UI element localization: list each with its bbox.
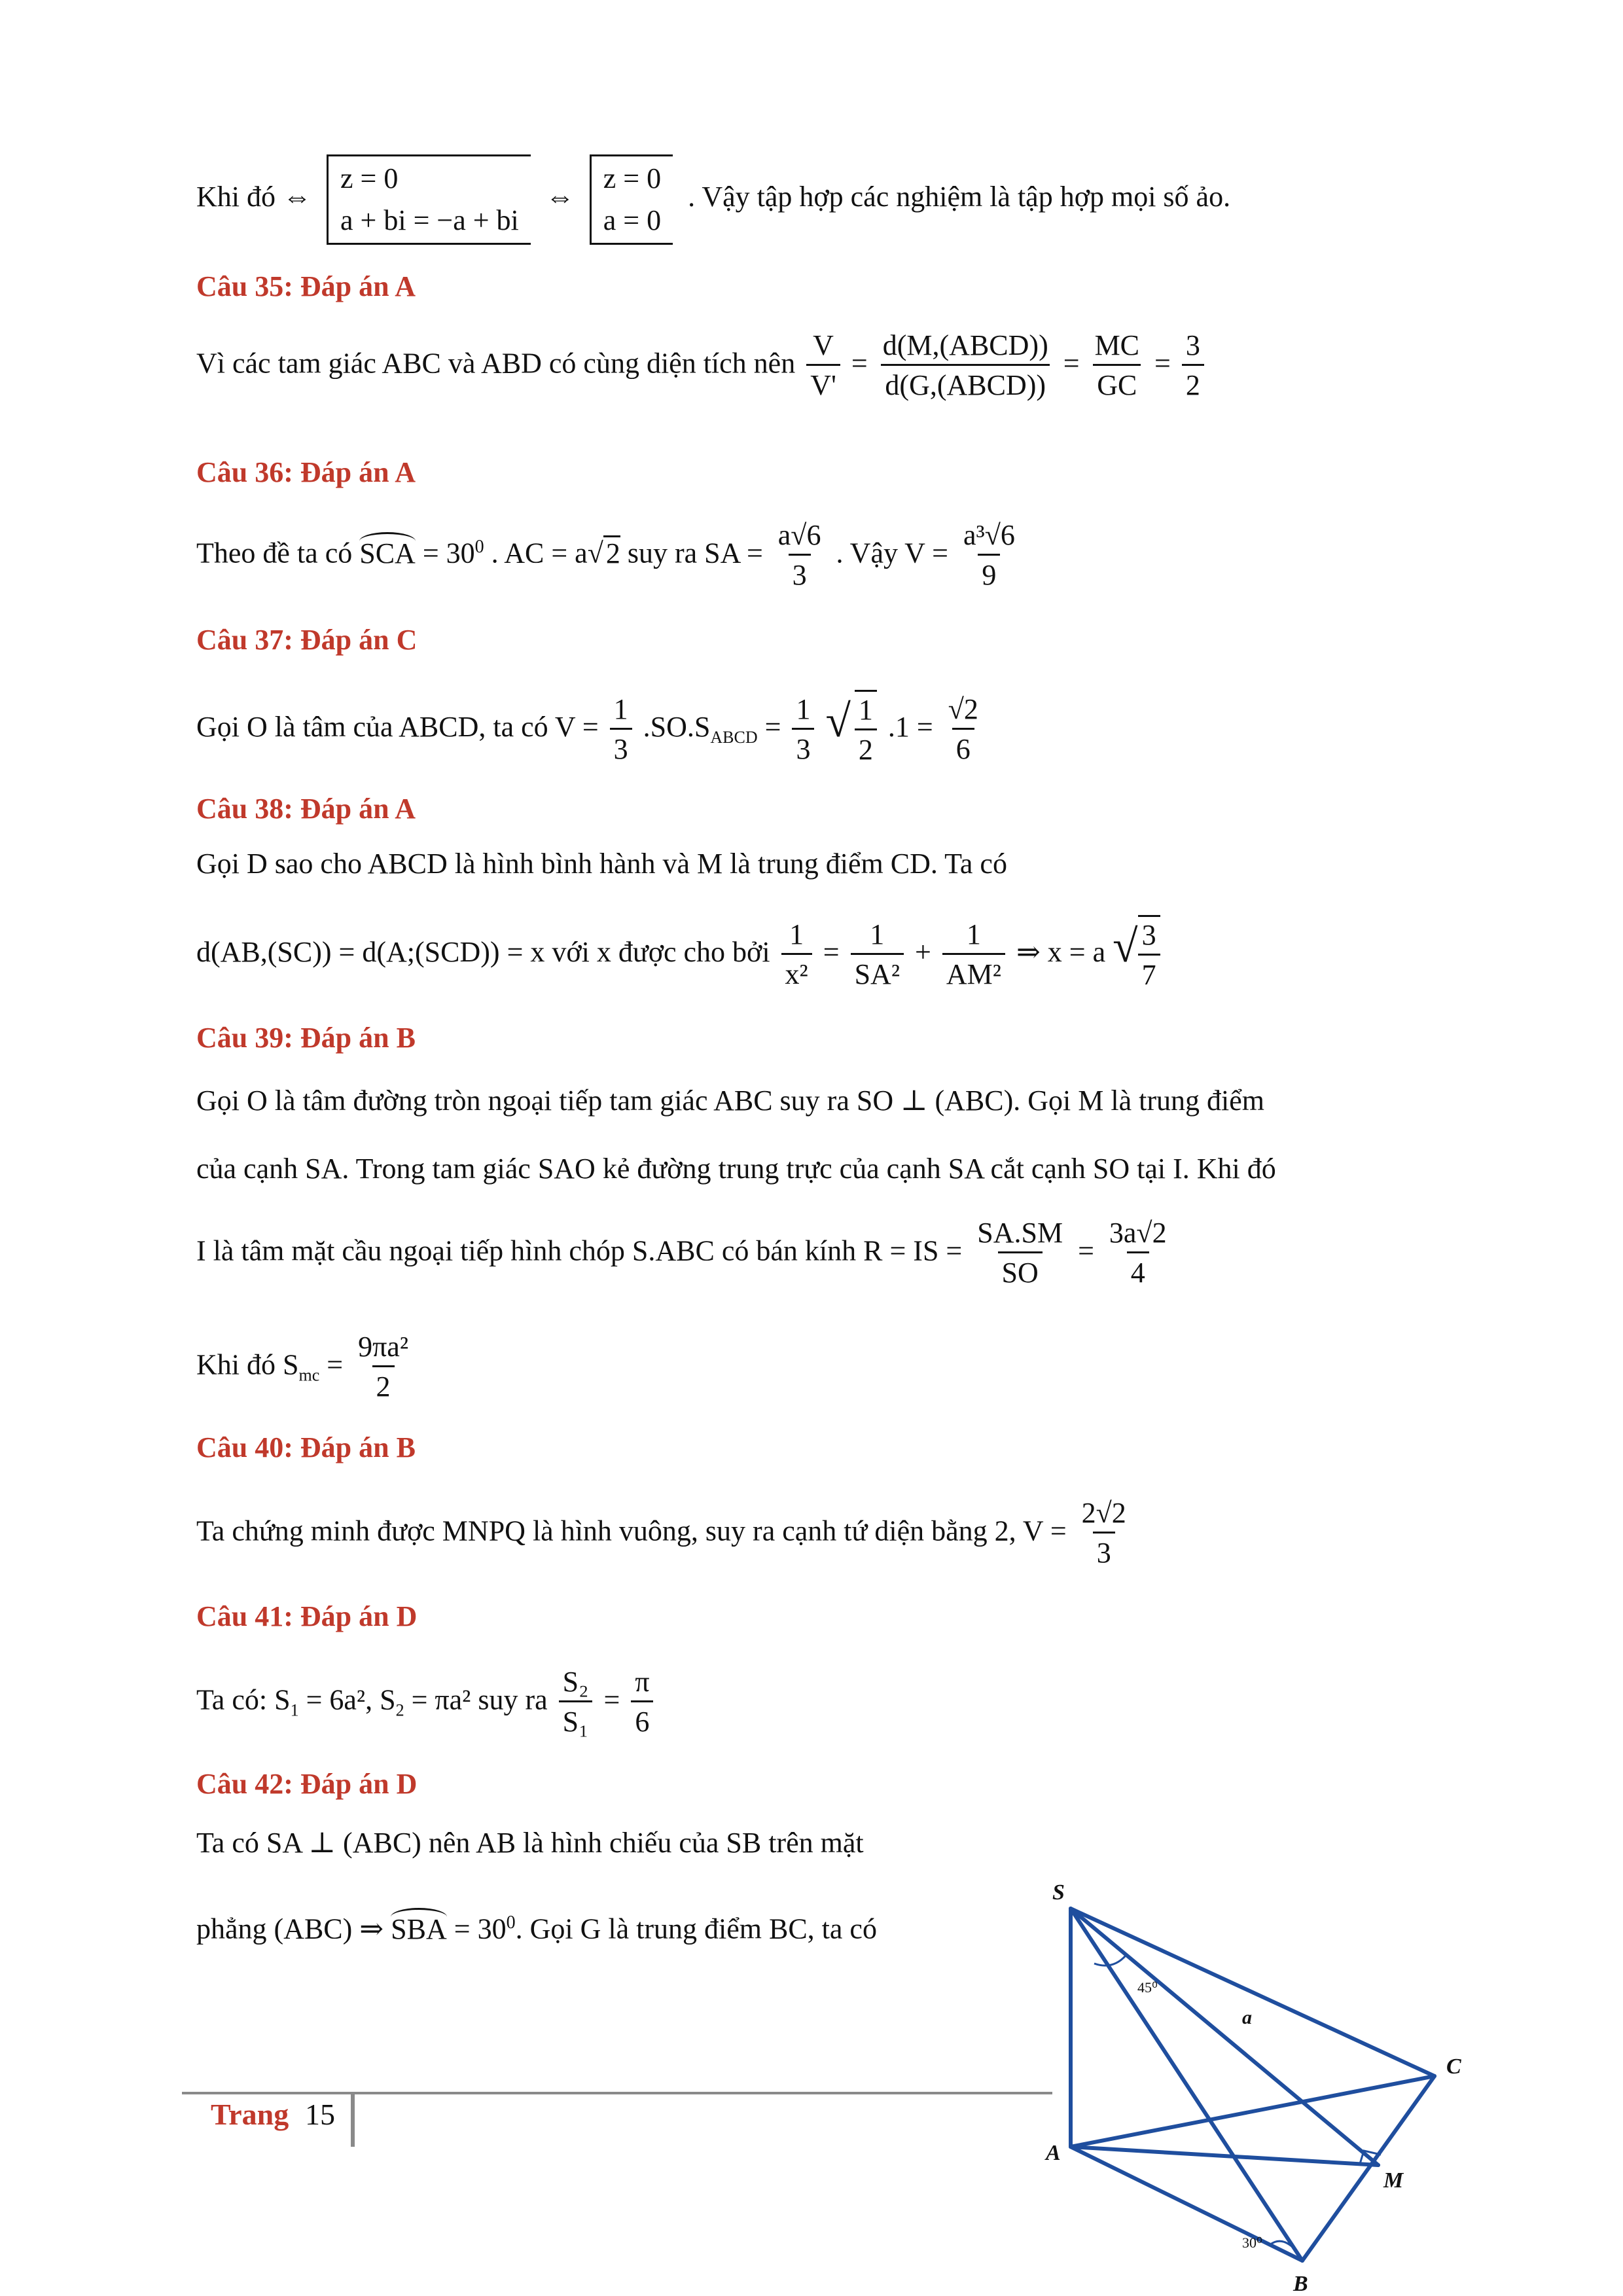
line-cau-39-3: I là tâm mặt cầu ngoại tiếp hình chóp S.ABC có bán kính R = IS = $\frac{SA.SM}{SO}$ = $\frac{3a√2}{4}$ bbox=[196, 1215, 1175, 1293]
fraction: $\frac{1}{\text{x²}}$ bbox=[781, 916, 812, 994]
label-edge-a: a bbox=[1242, 2007, 1252, 2028]
fraction: $\frac{\text{a³√6}}{9}$ bbox=[959, 517, 1019, 595]
edge-ab bbox=[1071, 2147, 1302, 2261]
label-b: B bbox=[1293, 2272, 1308, 2296]
line-cau-42-2: phẳng (ABC) ⇒ SBA = $30^0$. Gọi G là trung điểm BC, ta có bbox=[196, 1905, 877, 1948]
line-cau-37: Gọi O là tâm của ABCD, ta có V = $\frac{1}{3}$ $.SO.S_{ABCD}$ = $\frac{1}{3}$ √ $\frac{1}{2}$ .1 = $\frac{√2}{6}$ bbox=[196, 690, 986, 770]
heading-cau-35: Câu 35: Đáp án A bbox=[196, 270, 416, 302]
fraction: $\frac{\text{9πa²}}{2}$ bbox=[354, 1329, 412, 1407]
page-label: Trang bbox=[211, 2098, 289, 2131]
fraction: $\frac{\pi}{6}$ bbox=[631, 1664, 653, 1742]
label-m: M bbox=[1383, 2168, 1404, 2193]
heading-cau-39: Câu 39: Đáp án B bbox=[196, 1022, 416, 1054]
line-cau-39-1: Gọi O là tâm đường tròn ngoại tiếp tam giác ABC suy ra SO ⊥ (ABC). Gọi M là trung điểm bbox=[196, 1085, 1264, 1117]
heading-cau-37: Câu 37: Đáp án C bbox=[196, 624, 418, 656]
edge-sm bbox=[1071, 1909, 1378, 2165]
line-cau-38-1: Gọi D sao cho ABCD là hình bình hành và M là trung điểm CD. Ta có bbox=[196, 848, 1007, 880]
angle-arc-top bbox=[1094, 1956, 1126, 1965]
fraction: $\frac{V}{V'}$ bbox=[806, 327, 840, 405]
line-cau-42-1: Ta có SA ⊥ (ABC) nên AB là hình chiếu của SB trên mặt bbox=[196, 1827, 864, 1859]
footer-divider bbox=[351, 2092, 355, 2147]
fraction: $\frac{a√6}{3}$ bbox=[774, 517, 825, 595]
line-cau-41: Ta có: $S_1 = 6a^2$, $S_2 = \pi a^2$ suy ra $\frac{\text{S₂}}{\text{S₁}}$ = $\frac{\pi}{6}$ bbox=[196, 1664, 658, 1742]
equation-system-1: z = 0 a + bi = −a + bi bbox=[327, 154, 531, 245]
fraction: $\frac{1}{\text{AM²}}$ bbox=[942, 916, 1005, 994]
heading-cau-40: Câu 40: Đáp án B bbox=[196, 1431, 416, 1463]
fraction: d(M,(ABCD)) d(G,(ABCD)) bbox=[879, 327, 1052, 405]
fraction: $\frac{1}{3}$ bbox=[610, 691, 632, 769]
heading-cau-41: Câu 41: Đáp án D bbox=[196, 1600, 418, 1632]
fraction: $\frac{\text{S₂}}{\text{S₁}}$ bbox=[559, 1664, 593, 1742]
label-angle-45: 45⁰ bbox=[1137, 1979, 1158, 1996]
fraction: $\frac{√2}{6}$ bbox=[944, 691, 982, 769]
line-cau-35: Vì các tam giác ABC và ABD có cùng diện tích nên $\frac{V}{V'}$ = d(M,(ABCD)) d(G,(ABCD)) = $\frac{MC}{GC}$ = $\frac{3}{2}$ bbox=[196, 327, 1208, 405]
line-cau-39-2: của cạnh SA. Trong tam giác SAO kẻ đường trung trực của cạnh SA cắt cạnh SO tại I. Khi đó bbox=[196, 1153, 1276, 1185]
heading-cau-36: Câu 36: Đáp án A bbox=[196, 456, 416, 488]
fraction: $\frac{2√2}{3}$ bbox=[1078, 1495, 1130, 1573]
fraction: $\frac{3}{2}$ bbox=[1182, 327, 1204, 405]
page-number: 15 bbox=[305, 2098, 335, 2131]
label-angle-30: 30⁰ bbox=[1242, 2234, 1262, 2251]
line-cau-38-2: d(AB,(SC)) = d(A;(SCD)) = x với x được cho bởi $\frac{1}{\text{x²}}$ = $\frac{1}{\text{SA²}}$ + $\frac{1}{\text{AM²}}$ ⇒ x = a √ $\frac{3}{7}$ bbox=[196, 915, 1164, 995]
fraction: $\frac{3a√2}{4}$ bbox=[1105, 1215, 1171, 1293]
fraction: $\frac{1}{2}$ bbox=[855, 690, 877, 770]
equivalence-symbol: ⇔ bbox=[283, 181, 312, 213]
angle-arc-sca: SCA bbox=[359, 532, 416, 572]
fraction: $\frac{1}{3}$ bbox=[792, 691, 814, 769]
label-c: C bbox=[1446, 2054, 1461, 2079]
label-a: A bbox=[1046, 2141, 1061, 2165]
fraction: $\frac{MC}{GC}$ bbox=[1091, 327, 1143, 405]
line-cau-40: Ta chứng minh được MNPQ là hình vuông, suy ra cạnh tứ diện bằng 2, V = $\frac{2√2}{3}$ bbox=[196, 1495, 1134, 1573]
angle-arc-sba: SBA bbox=[391, 1908, 447, 1948]
footer-rule bbox=[182, 2092, 1052, 2094]
equation-system-2: z = 0 a = 0 bbox=[590, 154, 673, 245]
line-khi-do-system: Khi đó ⇔ z = 0 a + bi = −a + bi ⇔ z = 0 a = 0 . Vậy tập hợp các nghiệm là tập hợp mọi số ảo. bbox=[196, 154, 1230, 245]
heading-cau-38: Câu 38: Đáp án A bbox=[196, 793, 416, 825]
fraction: $\frac{SA.SM}{SO}$ bbox=[973, 1215, 1067, 1293]
label-s: S bbox=[1052, 1880, 1065, 1905]
equivalence-symbol: ⇔ bbox=[545, 181, 575, 213]
edge-am bbox=[1071, 2147, 1378, 2165]
edge-bc bbox=[1302, 2076, 1435, 2261]
fraction: $\frac{1}{\text{SA²}}$ bbox=[851, 916, 904, 994]
pyramid-figure bbox=[1034, 1872, 1505, 2296]
edge-ac bbox=[1071, 2076, 1435, 2147]
fraction: $\frac{3}{7}$ bbox=[1138, 915, 1160, 995]
line-cau-39-4: Khi đó $S_{mc}$ = $\frac{\text{9πa²}}{2}$ bbox=[196, 1329, 416, 1407]
heading-cau-42: Câu 42: Đáp án D bbox=[196, 1768, 418, 1800]
line-cau-36: Theo đề ta có SCA = $30^0$ . AC = a√2 suy ra SA = $\frac{a√6}{3}$ . Vậy V = $\frac{\text{a³√6}}{9}$ bbox=[196, 517, 1023, 595]
